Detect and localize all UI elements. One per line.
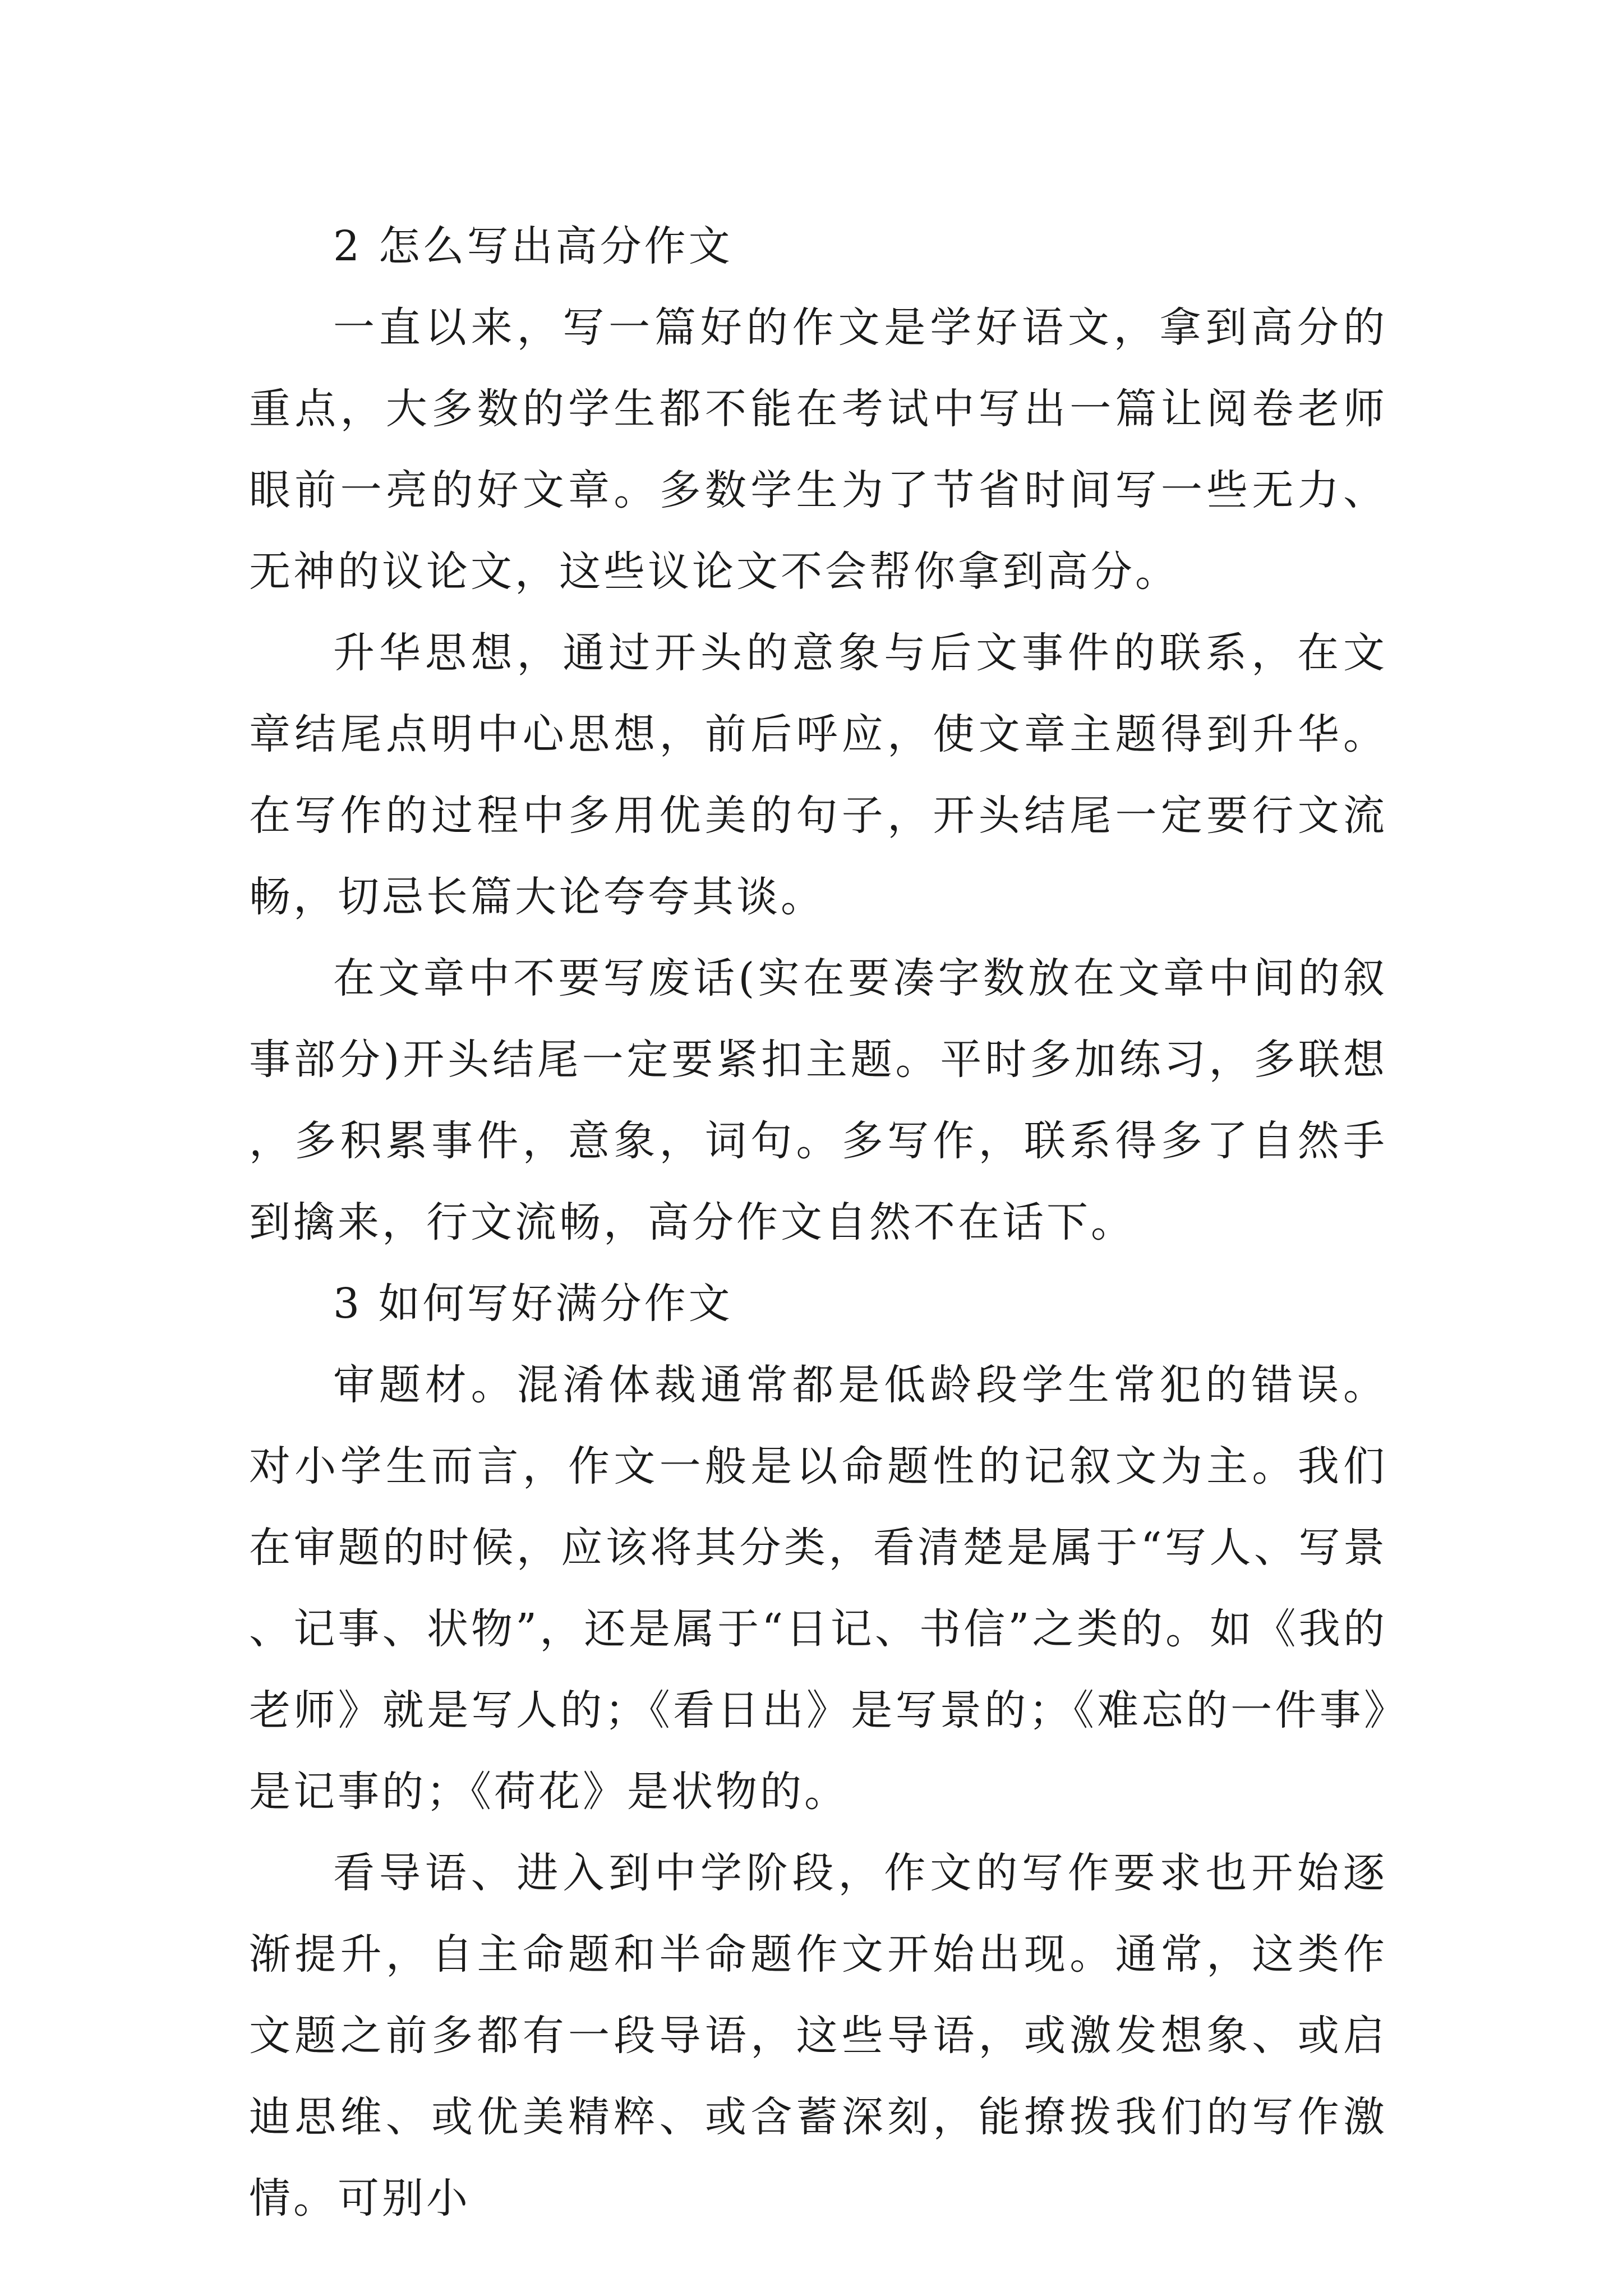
section-heading-2: 2 怎么写出高分作文 (333, 222, 733, 270)
paragraph-sublimate: 升华思想，通过开头的意象与后文事件的联系，在文章结尾点明中心思想，前后呼应，使文章主题得到升华。在写作的过程中多用优美的句子，开头结尾一定要行文流畅，切忌长篇大论夸夸其谈。 (249, 629, 1387, 921)
paragraph-genre: 审题材。混淆体裁通常都是低龄段学生常犯的错误。对小学生而言，作文一般是以命题性的记叙文为主。我们在审题的时候，应该将其分类，看清楚是属于“写人、写景、记事、状物”，还是属于“日记、书信”之类的。如《我的老师》就是写人的；《看日出》是写景的；《难忘的一件事》是记事的；《荷花》是状物的。 (249, 1361, 1387, 1816)
document-body (249, 206, 1387, 2239)
paragraph-intro: 一直以来，写一篇好的作文是学好语文，拿到高分的重点，大多数的学生都不能在考试中写出一篇让阅卷老师眼前一亮的好文章。多数学生为了节省时间写一些无力、无神的议论文，这些议论文不会帮你拿到高分。 (249, 303, 1387, 596)
paragraph-no-nonsense: 在文章中不要写废话(实在要凑字数放在文章中间的叙事部分)开头结尾一定要紧扣主题。平时多加练习，多联想，多积累事件，意象，词句。多写作，联系得多了自然手到擒来，行文流畅，高分作文自然不在话下。 (249, 954, 1387, 1246)
paragraph-prompt: 看导语、进入到中学阶段，作文的写作要求也开始逐渐提升，自主命题和半命题作文开始出现。通常，这类作文题之前多都有一段导语，这些导语，或激发想象、或启迪思维、或优美精粹、或含蓄深刻，能撩拨我们的写作激情。可别小 (249, 1849, 1387, 2223)
section-heading-3: 3 如何写好满分作文 (333, 1280, 733, 1328)
